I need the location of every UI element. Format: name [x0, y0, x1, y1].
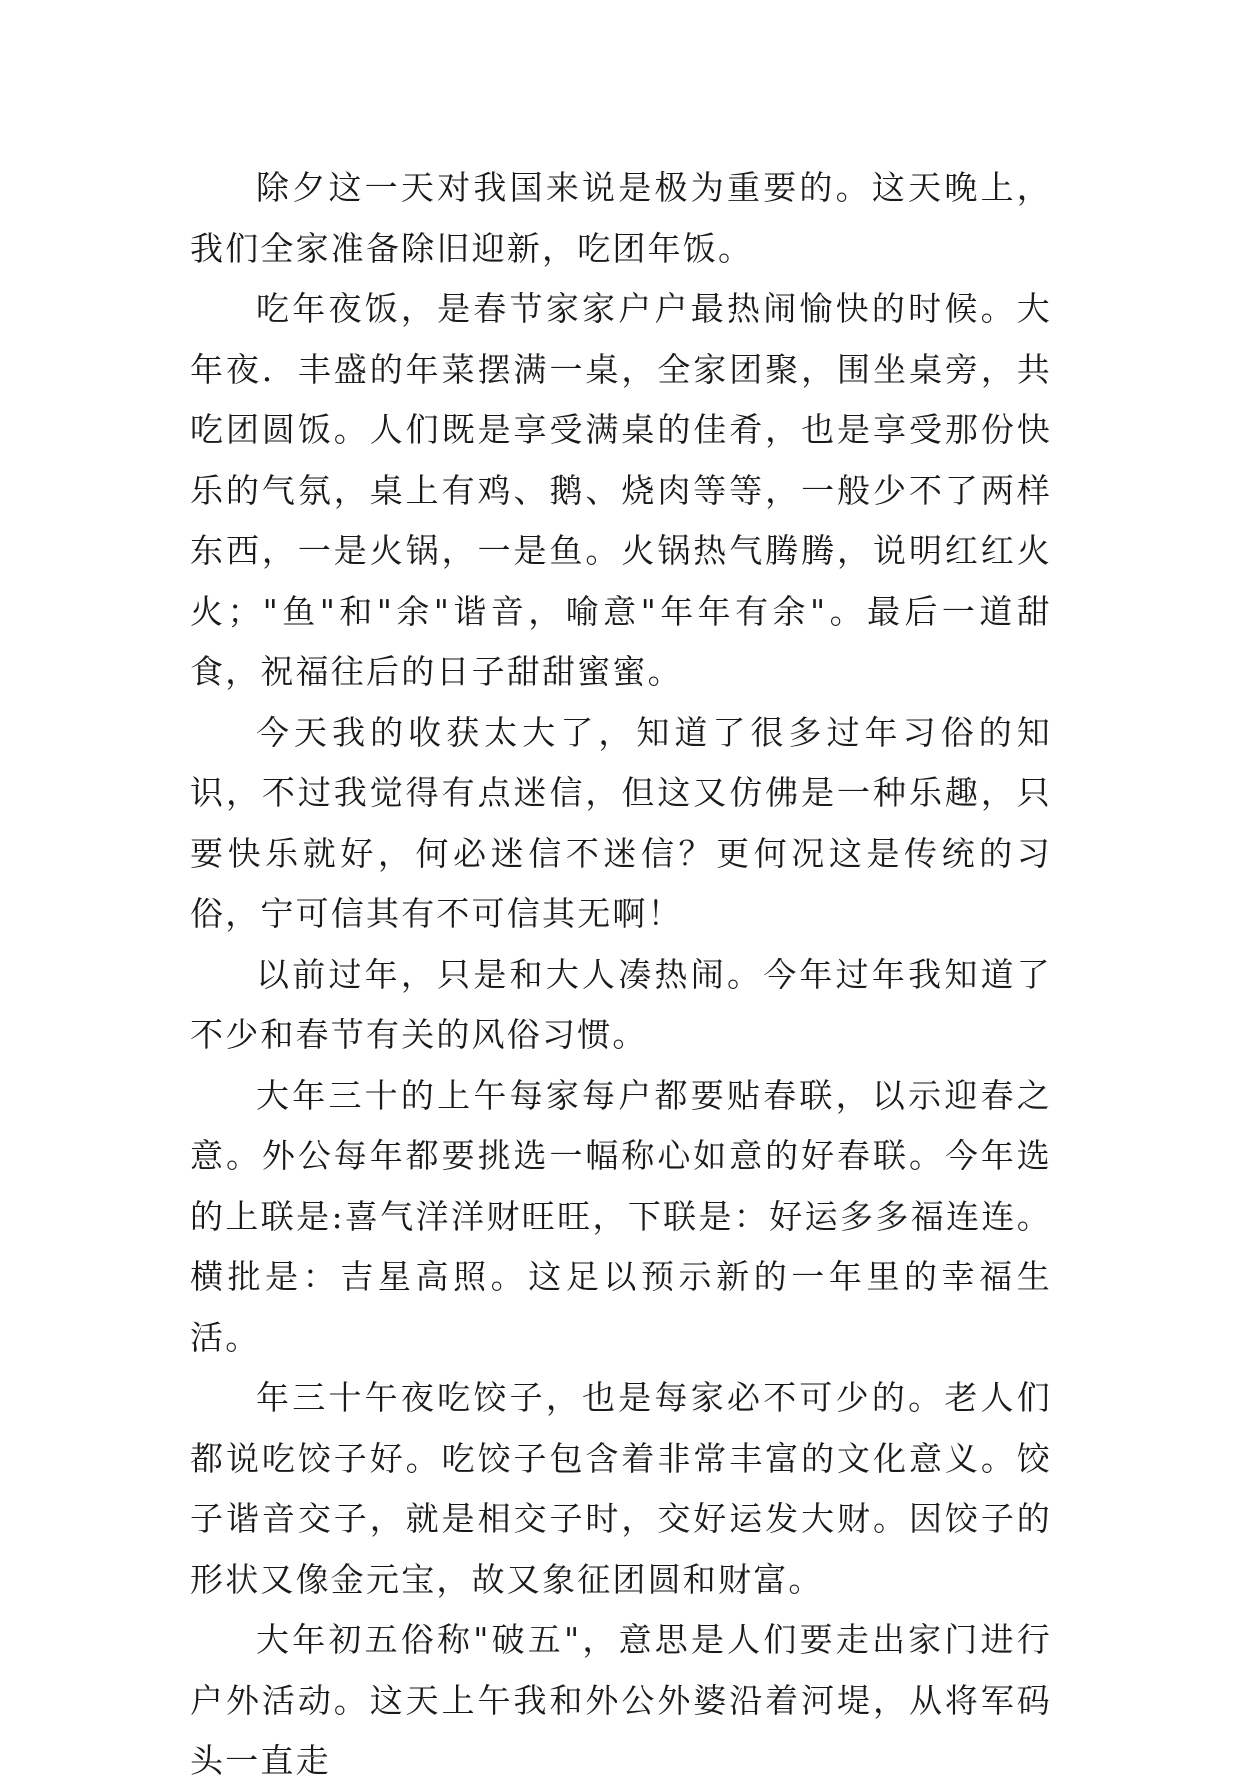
- paragraph-1: 除夕这一天对我国来说是极为重要的。这天晚上，我们全家准备除旧迎新，吃团年饭。: [190, 168, 1052, 268]
- paragraph-6: 年三十午夜吃饺子，也是每家必不可少的。老人们都说吃饺子好。吃饺子包含着非常丰富的文化意义。饺子谐音交子，就是相交子时，交好运发大财。因饺子的形状又像金元宝，故又象征团圆和财富。: [190, 1378, 1052, 1599]
- paragraph-5: 大年三十的上午每家每户都要贴春联，以示迎春之意。外公每年都要挑选一幅称心如意的好春联。今年选的上联是:喜气洋洋财旺旺，下联是：好运多多福连连。横批是：吉星高照。这足以预示新的一年里的幸福生活。: [190, 1075, 1052, 1357]
- paragraph-2: 吃年夜饭，是春节家家户户最热闹愉快的时候。大年夜．丰盛的年菜摆满一桌，全家团聚，围坐桌旁，共吃团圆饭。人们既是享受满桌的佳肴，也是享受那份快乐的气氛，桌上有鸡、鹅、烧肉等等，一般少不了两样东西，一是火锅，一是鱼。火锅热气腾腾，说明红红火火；"鱼"和"余"谐音，喻意"年年有余"。最后一道甜食，祝福往后的日子甜甜蜜蜜。: [190, 289, 1052, 691]
- paragraph-3: 今天我的收获太大了，知道了很多过年习俗的知识，不过我觉得有点迷信，但这又仿佛是一种乐趣，只要快乐就好，何必迷信不迷信？更何况这是传统的习俗，宁可信其有不可信其无啊！: [190, 712, 1052, 933]
- document-body: [190, 158, 1052, 1792]
- paragraph-4: 以前过年，只是和大人凑热闹。今年过年我知道了不少和春节有关的风俗习惯。: [190, 954, 1052, 1054]
- paragraph-7: 大年初五俗称"破五"，意思是人们要走出家门进行户外活动。这天上午我和外公外婆沿着河堤，从将军码头一直走: [190, 1620, 1052, 1780]
